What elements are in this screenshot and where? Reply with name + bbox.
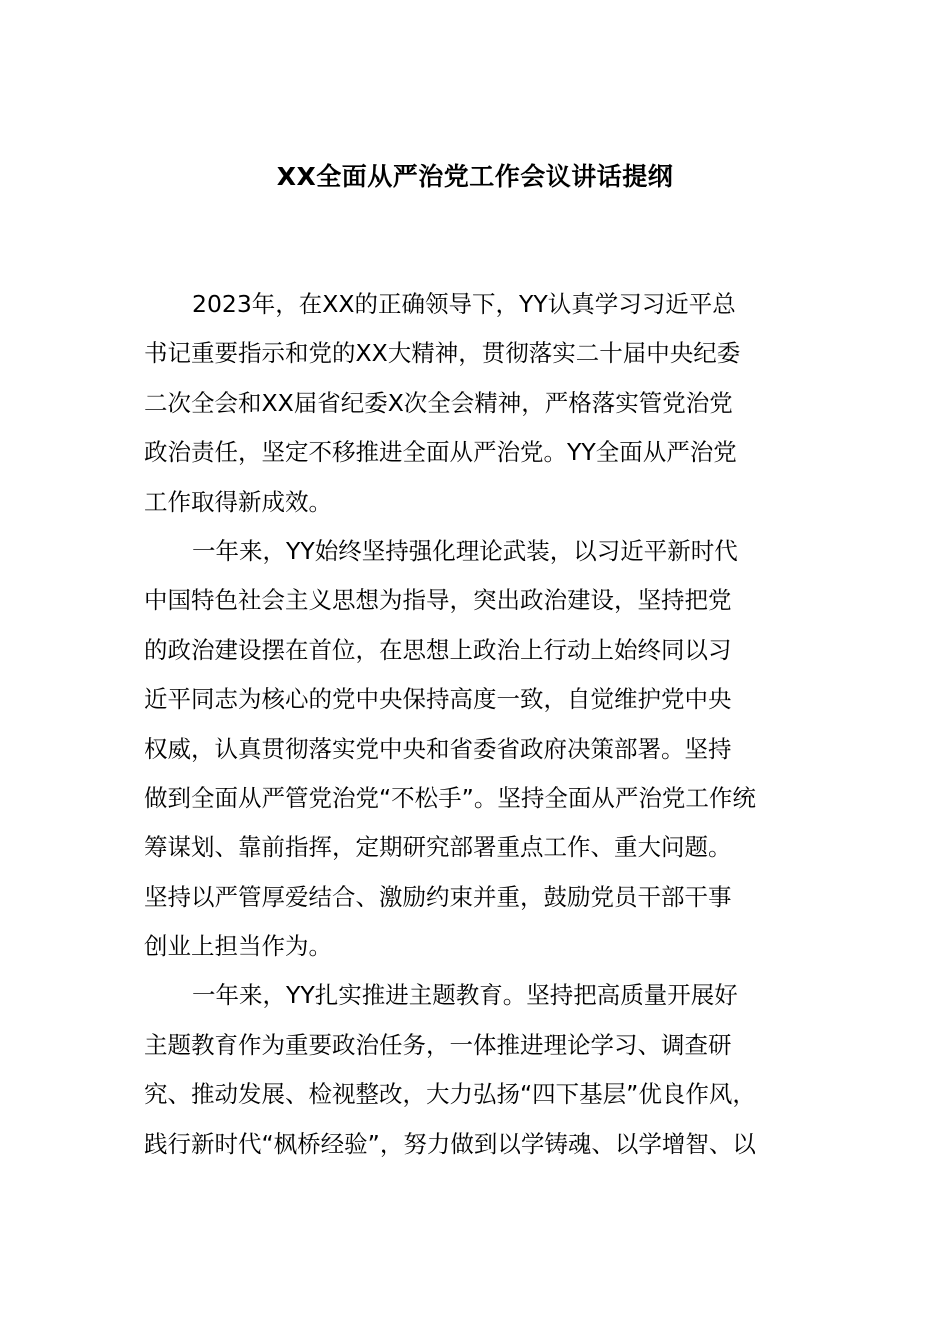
text-line: 主题教育作为重要政治任务，一体推进理论学习、调查研: [144, 1030, 732, 1059]
text-line: 的政治建设摆在首位，在思想上政治上行动上始终同以习: [144, 635, 732, 664]
text-line: 2023年，在XX的正确领导下，YY认真学习习近平总: [192, 290, 736, 318]
text-line: 践行新时代“枫桥经验”，努力做到以学铸魂、以学增智、以: [144, 1129, 756, 1158]
text-line: 筹谋划、靠前指挥，定期研究部署重点工作、重大问题。: [144, 833, 732, 862]
text-line: 书记重要指示和党的XX大精神，贯彻落实二十届中央纪委: [144, 339, 741, 368]
document-body: [144, 280, 814, 1169]
text-line: 工作取得新成效。: [144, 487, 332, 516]
text-line: 权威，认真贯彻落实党中央和省委省政府决策部署。坚持: [144, 734, 732, 763]
text-line: 中国特色社会主义思想为指导，突出政治建设，坚持把党: [144, 586, 732, 615]
text-line: 近平同志为核心的党中央保持高度一致，自觉维护党中央: [144, 685, 732, 714]
paragraph-2: [144, 527, 814, 972]
text-line: 一年来，YY扎实推进主题教育。坚持把高质量开展好: [192, 981, 738, 1010]
text-line: 做到全面从严管党治党“不松手”。坚持全面从严治党工作统: [144, 783, 756, 812]
text-line: 创业上担当作为。: [144, 932, 332, 961]
text-line: 一年来，YY始终坚持强化理论武装，以习近平新时代: [192, 536, 738, 565]
paragraph-1: [144, 280, 814, 527]
text-line: 二次全会和XX届省纪委X次全会精神，严格落实管党治党: [144, 388, 733, 417]
text-line: 坚持以严管厚爱结合、激励约束并重，鼓励党员干部干事: [144, 882, 732, 911]
document-title: XX全面从严治党工作会议讲话提纲: [276, 162, 674, 191]
paragraph-3: [144, 971, 814, 1169]
text-line: 究、推动发展、检视整改，大力弘扬“四下基层”优良作风，: [144, 1080, 756, 1109]
text-line: 政治责任，坚定不移推进全面从严治党。YY全面从严治党: [144, 438, 737, 467]
